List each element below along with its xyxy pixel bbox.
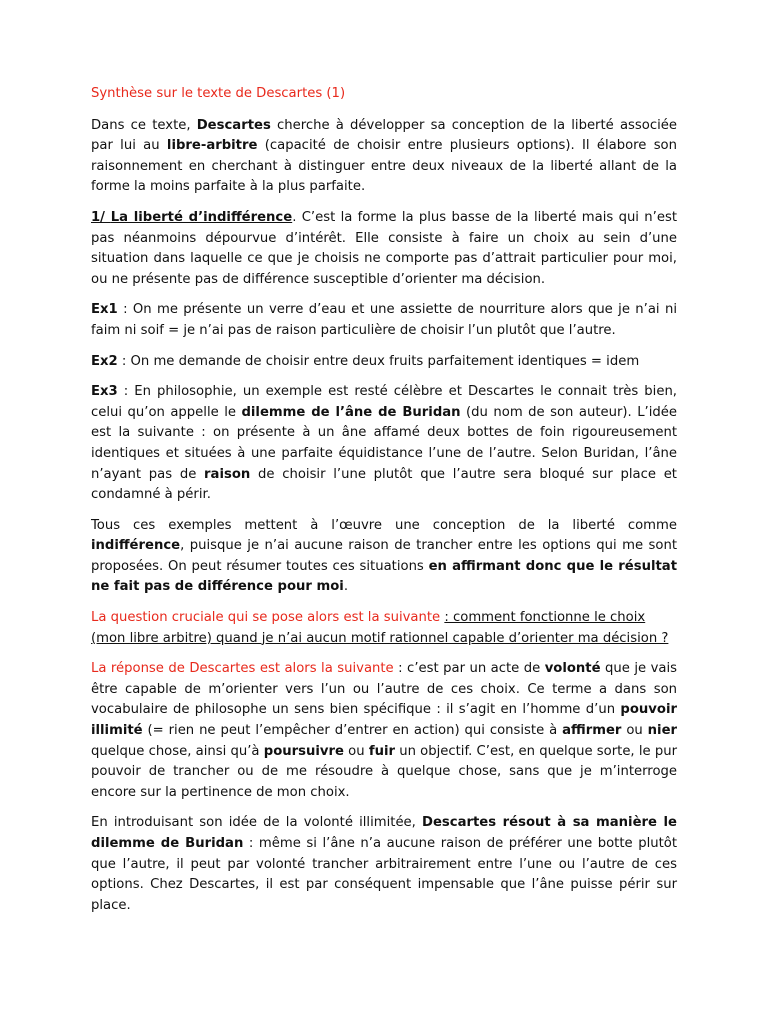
ex2-paragraph [91, 352, 677, 373]
answer-paragraph [91, 659, 677, 803]
answer-bold-affirmer: affirmer [562, 723, 622, 739]
summary-bold-conclusion: en affirmant donc que le résultat ne fait pas de différence pour moi [91, 558, 678, 595]
question-red-text: La question cruciale qui se pose alors est la suivante [91, 610, 445, 626]
intro-paragraph [91, 116, 677, 198]
answer-text-7: un objectif. C’est, en quelque sorte, le pur pouvoir de trancher ou de me résoudre à quelque chose, sans que je m’interroge encore sur la pertinence de mon choix. [91, 743, 677, 800]
intro-text-2: cherche à développer sa conception de la liberté associée par lui au [91, 117, 677, 154]
section1-heading [91, 210, 292, 225]
answer-bold-fuir: fuir [368, 743, 395, 759]
section1-paragraph [91, 208, 677, 290]
ex3-paragraph [91, 382, 677, 506]
answer-bold-nier: nier [647, 723, 678, 739]
ex3-text-2: (du nom de son auteur). L’idée est la suivante : on présente à un âne affamé deux bottes de foin rigoureusement identiques et situées à une parfaite équidistance l’une de l’autre. Selon Buridan, l’âne n’ayant pas de [91, 404, 677, 482]
answer-bold-pouvoir: pouvoir illimité [91, 702, 677, 739]
answer-text-6: ou [343, 743, 369, 759]
summary-paragraph [91, 516, 677, 598]
answer-red-text: La réponse de Descartes est alors la suivante [91, 661, 394, 677]
document-page [91, 84, 677, 926]
answer-bold-poursuivre: poursuivre [263, 743, 344, 759]
conclusion-bold-descartes: Descartes résout à sa manière le dilemme de Buridan [91, 815, 677, 851]
question-paragraph [91, 608, 677, 649]
ex3-bold-raison: raison [204, 466, 251, 482]
summary-text-3: . [343, 579, 349, 595]
conclusion-paragraph [91, 813, 677, 916]
ex1-paragraph [91, 300, 677, 341]
answer-text-3: (= rien ne peut l’empêcher d’entrer en action) qui consiste à [142, 723, 563, 739]
ex2-label: Ex2 [91, 353, 118, 369]
ex3-bold-dilemme: dilemme de l’âne de Buridan [241, 404, 461, 420]
intro-text-3: (capacité de choisir entre plusieurs options). Il élabore son raisonnement en cherchant à distinguer entre deux niveaux de la liberté allant de la forme la moins parfaite à la plus parfaite. [91, 138, 677, 195]
answer-text-1: : c’est par un acte de [393, 661, 545, 677]
answer-text-5: quelque chose, ainsi qu’à [91, 743, 264, 759]
conclusion-text-2: : même si l’âne n’a aucune raison de préférer une botte plutôt que l’autre, il peut par volonté trancher arbitrairement entre l’une ou l’autre de ces options. Chez Descartes, il est par conséquent impensable que l’âne puisse périr sur place. [91, 836, 677, 913]
ex3-label: Ex3 [91, 384, 118, 400]
section1-number: 1/ [91, 209, 111, 225]
ex1-text: : On me présente un verre d’eau et une assiette de nourriture alors que je n’ai ni faim ni soif = je n’ai pas de raison particulière de choisir l’un plutôt que l’autre. [91, 302, 677, 338]
section1-text: . C’est la forme la plus basse de la liberté mais qui n’est pas néanmoins dépourvue d’intérêt. Elle consiste à faire un choix au sein d’une situation dans laquelle ce que je choisis ne comporte pas d’attrait particulier pour moi, ou ne présente pas de différence susceptible d’orienter ma décision. [91, 209, 677, 287]
ex3-text-1: : En philosophie, un exemple est resté célèbre et Descartes le connait très bien, celui qu’on appelle le [91, 384, 677, 420]
section1-heading-text: La liberté d’indifférence [110, 209, 293, 225]
summary-text-1: Tous ces exemples mettent à l’œuvre une conception de la liberté comme [91, 517, 677, 533]
answer-text-4: ou [621, 723, 648, 739]
question-underlined-text: : comment fonctionne le choix (mon libre arbitre) quand je n’ai aucun motif rationnel capable d’orienter ma décision ? [91, 610, 669, 646]
document-title: Synthèse sur le texte de Descartes (1) [91, 86, 346, 101]
summary-text-2: , puisque je n’ai aucune raison de trancher entre les options qui me sont proposées. On peut résumer toutes ces situations [91, 538, 677, 574]
answer-bold-volonte: volonté [544, 661, 601, 677]
conclusion-text-1: En introduisant son idée de la volonté illimitée, [91, 815, 423, 831]
intro-bold-libre-arbitre: libre-arbitre [166, 138, 258, 154]
summary-bold-indifference: indifférence [91, 538, 181, 554]
ex3-text-3: de choisir l’une plutôt que l’autre sera bloqué sur place et condamné à périr. [91, 466, 677, 503]
ex2-text: : On me demande de choisir entre deux fruits parfaitement identiques = idem [117, 353, 640, 369]
answer-text-2: que je vais être capable de m’orienter vers l’un ou l’autre de ces choix. Ce terme a dans son vocabulaire de philosophe un sens bien spécifique : il s’agit en l’homme d’un [91, 661, 677, 718]
ex1-label: Ex1 [91, 302, 118, 318]
intro-text-1: Dans ce texte, [91, 117, 197, 133]
intro-bold-descartes: Descartes [196, 117, 271, 133]
